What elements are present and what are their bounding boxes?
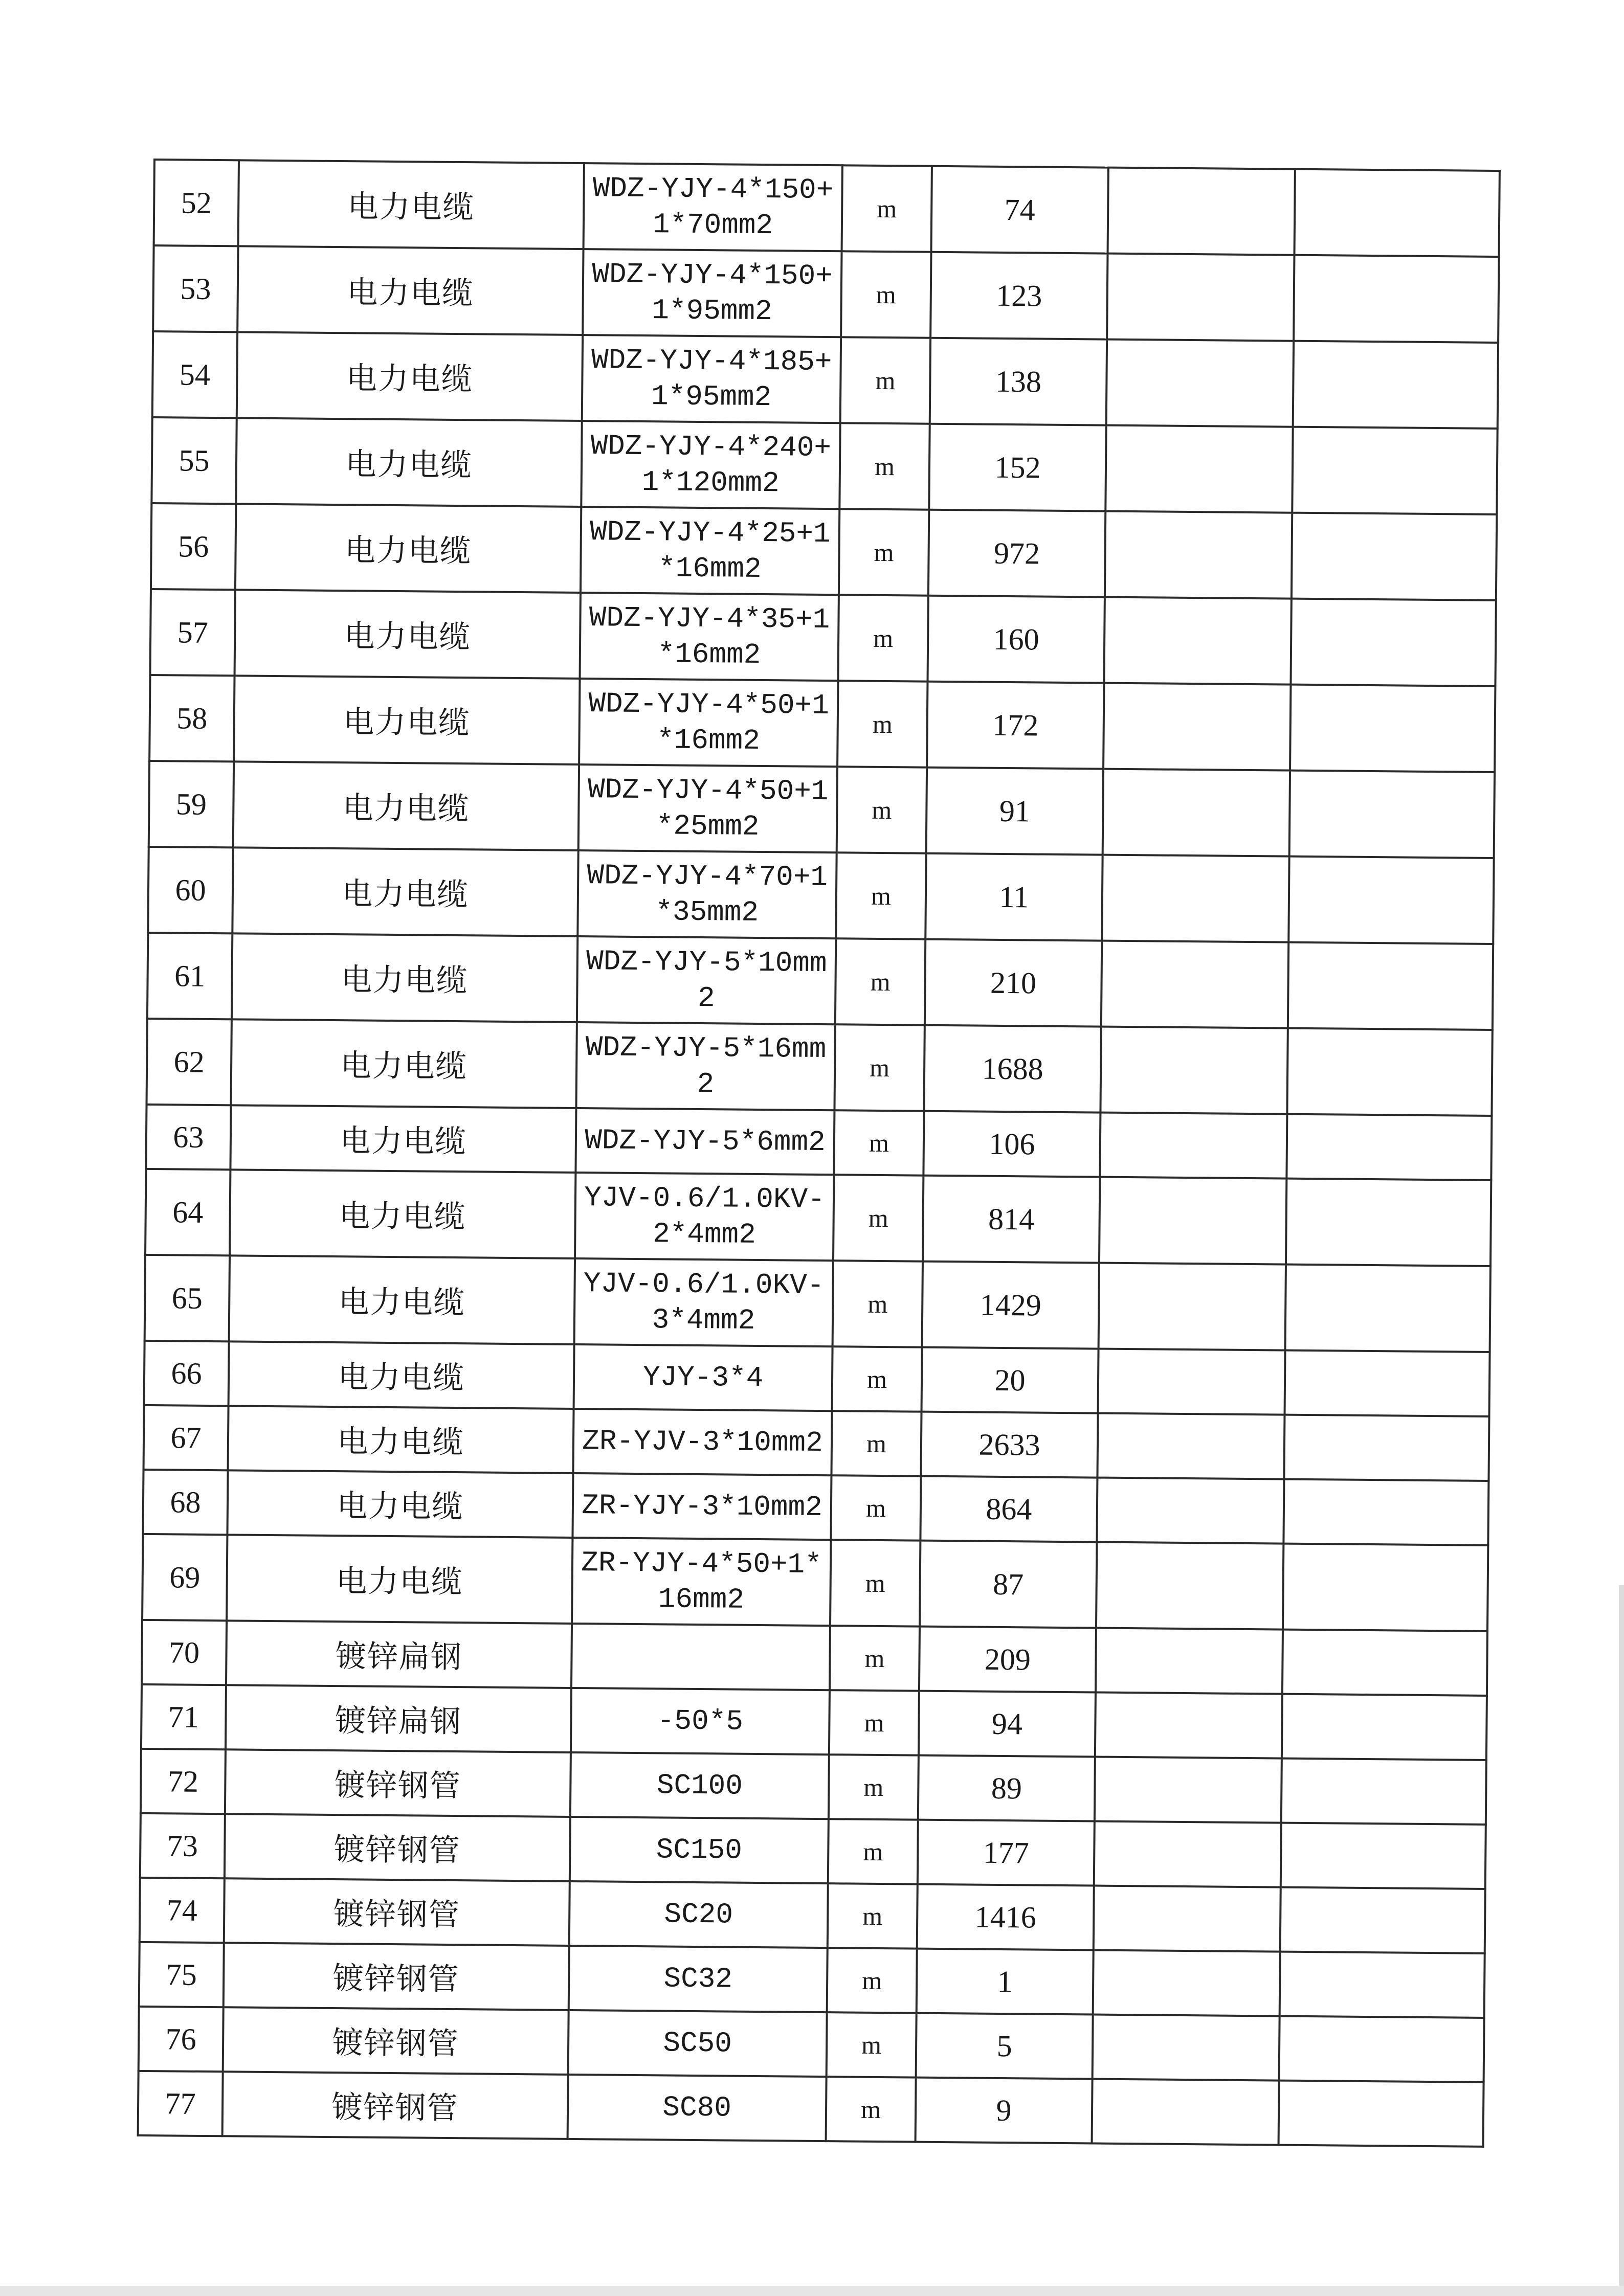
blank-cell-a — [1101, 941, 1288, 1028]
unit-cell: m — [840, 337, 930, 423]
row-number-cell: 58 — [149, 675, 234, 761]
quantity-cell: 11 — [925, 853, 1102, 941]
specification-cell: -50*5 — [571, 1688, 830, 1754]
blank-cell-a — [1095, 1693, 1282, 1759]
table-row — [138, 2071, 1484, 2147]
unit-cell: m — [834, 1110, 924, 1175]
row-number-cell: 54 — [152, 331, 237, 418]
blank-cell-b — [1279, 2016, 1484, 2082]
blank-cell-a — [1099, 1177, 1286, 1265]
blank-cell-a — [1108, 168, 1295, 255]
table-row — [143, 1470, 1488, 1545]
specification-cell: WDZ-YJY-4*35+1 *16mm2 — [580, 593, 839, 681]
row-number-cell: 72 — [141, 1749, 226, 1814]
row-number-cell: 63 — [146, 1105, 231, 1169]
blank-cell-a — [1094, 1821, 1281, 1887]
quantity-cell: 1429 — [922, 1262, 1099, 1349]
unit-cell: m — [830, 1626, 920, 1691]
blank-cell-a — [1096, 1542, 1283, 1630]
unit-cell: m — [826, 2077, 916, 2142]
blank-cell-b — [1284, 1350, 1489, 1416]
blank-cell-b — [1290, 685, 1495, 772]
blank-cell-b — [1288, 942, 1493, 1030]
material-name-cell: 镀锌扁钢 — [226, 1685, 571, 1752]
quantity-cell: 123 — [930, 252, 1107, 340]
row-number-cell: 68 — [143, 1470, 228, 1535]
quantity-cell: 152 — [929, 424, 1106, 511]
blank-cell-b — [1287, 1028, 1492, 1116]
specification-cell: WDZ-YJY-4*185+ 1*95mm2 — [582, 335, 841, 423]
row-number-cell: 55 — [151, 417, 236, 504]
blank-cell-b — [1288, 857, 1494, 944]
material-name-cell: 电力电缆 — [232, 847, 578, 936]
row-number-cell: 64 — [145, 1169, 230, 1255]
blank-cell-b — [1292, 513, 1497, 600]
blank-cell-b — [1286, 1114, 1492, 1180]
quantity-cell: 864 — [920, 1476, 1097, 1542]
unit-cell: m — [835, 938, 925, 1025]
quantity-cell: 89 — [918, 1755, 1095, 1821]
blank-cell-a — [1093, 1950, 1280, 2016]
blank-cell-a — [1099, 1263, 1286, 1350]
blank-cell-a — [1103, 769, 1290, 857]
specification-cell: WDZ-YJY-4*25+1 *16mm2 — [581, 507, 839, 595]
material-name-cell: 镀锌扁钢 — [226, 1620, 572, 1688]
table-row — [153, 245, 1499, 343]
table-row — [150, 589, 1496, 686]
blank-cell-a — [1103, 683, 1291, 771]
blank-cell-a — [1102, 855, 1289, 942]
row-number-cell: 57 — [150, 589, 235, 676]
table-row — [149, 761, 1495, 858]
table-row — [142, 1534, 1488, 1631]
material-name-cell: 镀锌钢管 — [225, 1814, 570, 1881]
unit-cell: m — [832, 1346, 922, 1411]
scan-edge-shadow — [1619, 1585, 1624, 2296]
specification-cell — [571, 1624, 830, 1690]
material-name-cell: 镀锌钢管 — [225, 1749, 571, 1817]
scan-bottom-shadow — [0, 2286, 1624, 2296]
specification-cell: WDZ-YJY-4*70+1 *35mm2 — [577, 850, 836, 938]
material-name-cell: 镀锌钢管 — [223, 2072, 568, 2139]
material-name-cell: 电力电缆 — [227, 1470, 573, 1538]
blank-cell-b — [1289, 771, 1495, 858]
unit-cell: m — [842, 165, 932, 252]
quantity-cell: 814 — [923, 1176, 1100, 1263]
material-name-cell: 电力电缆 — [230, 1169, 575, 1258]
row-number-cell: 70 — [142, 1620, 227, 1685]
blank-cell-b — [1286, 1179, 1491, 1266]
blank-cell-a — [1100, 1113, 1287, 1179]
blank-cell-a — [1092, 2079, 1279, 2145]
quantity-cell: 74 — [931, 166, 1108, 254]
quantity-cell: 1688 — [924, 1025, 1101, 1113]
material-name-cell: 电力电缆 — [231, 1019, 576, 1108]
table-row — [139, 2007, 1484, 2082]
blank-cell-b — [1294, 169, 1499, 257]
blank-cell-b — [1281, 1759, 1486, 1825]
table-row — [145, 1255, 1490, 1352]
quantity-cell: 20 — [922, 1347, 1099, 1413]
materials-table — [137, 159, 1501, 2148]
material-name-cell: 电力电缆 — [234, 676, 580, 764]
specification-cell: SC20 — [569, 1881, 828, 1948]
specification-cell: WDZ-YJY-4*50+1 *25mm2 — [579, 764, 837, 852]
blank-cell-b — [1283, 1544, 1488, 1631]
blank-cell-b — [1285, 1265, 1490, 1352]
specification-cell: WDZ-YJY-4*150+ 1*70mm2 — [584, 163, 842, 251]
row-number-cell: 60 — [148, 847, 233, 933]
blank-cell-b — [1283, 1479, 1488, 1545]
row-number-cell: 56 — [151, 503, 236, 590]
blank-cell-b — [1280, 1887, 1485, 1953]
specification-cell: WDZ-YJY-4*150+ 1*95mm2 — [583, 249, 841, 337]
material-name-cell: 电力电缆 — [229, 1255, 575, 1344]
table-row — [147, 1019, 1493, 1116]
specification-cell: WDZ-YJY-5*6mm2 — [575, 1108, 834, 1175]
specification-cell: ZR-YJV-3*10mm2 — [573, 1409, 832, 1475]
quantity-cell: 210 — [925, 939, 1102, 1027]
specification-cell: ZR-YJY-4*50+1* 16mm2 — [572, 1538, 831, 1626]
blank-cell-a — [1106, 340, 1294, 427]
specification-cell: ZR-YJY-3*10mm2 — [572, 1473, 831, 1540]
material-name-cell: 电力电缆 — [236, 418, 582, 507]
table-row — [148, 847, 1494, 944]
table-row — [152, 331, 1498, 429]
material-name-cell: 电力电缆 — [228, 1406, 574, 1473]
blank-cell-b — [1294, 255, 1499, 343]
quantity-cell: 138 — [930, 338, 1107, 425]
specification-cell: SC150 — [570, 1817, 829, 1883]
unit-cell: m — [827, 1948, 917, 2013]
unit-cell: m — [837, 767, 927, 853]
specification-cell: YJV-0.6/1.0KV- 3*4mm2 — [574, 1258, 833, 1346]
material-name-cell: 电力电缆 — [235, 590, 581, 679]
unit-cell: m — [831, 1475, 921, 1540]
blank-cell-a — [1105, 511, 1292, 599]
row-number-cell: 59 — [149, 761, 234, 847]
row-number-cell: 61 — [147, 933, 232, 1019]
blank-cell-a — [1098, 1349, 1285, 1415]
unit-cell: m — [839, 423, 929, 509]
blank-cell-a — [1095, 1757, 1282, 1823]
specification-cell: WDZ-YJY-4*50+1 *16mm2 — [579, 679, 838, 767]
unit-cell: m — [829, 1690, 919, 1755]
material-name-cell: 电力电缆 — [233, 761, 579, 850]
specification-cell: WDZ-YJY-5*16mm 2 — [576, 1022, 835, 1110]
material-name-cell: 镀锌钢管 — [223, 2007, 569, 2075]
table-row — [149, 675, 1495, 772]
quantity-cell: 972 — [928, 510, 1105, 597]
blank-cell-b — [1279, 2081, 1484, 2147]
table-body — [138, 160, 1500, 2147]
blank-cell-a — [1094, 1886, 1281, 1952]
blank-cell-a — [1093, 2015, 1280, 2081]
specification-cell: SC50 — [568, 2010, 827, 2077]
specification-cell: SC100 — [570, 1752, 829, 1819]
unit-cell: m — [833, 1260, 923, 1347]
unit-cell: m — [830, 1540, 920, 1626]
row-number-cell: 66 — [144, 1341, 229, 1406]
row-number-cell: 65 — [145, 1255, 230, 1341]
unit-cell: m — [833, 1175, 923, 1261]
unit-cell: m — [838, 595, 928, 681]
blank-cell-a — [1096, 1628, 1283, 1694]
blank-cell-b — [1281, 1823, 1486, 1889]
table-row — [146, 1105, 1492, 1180]
row-number-cell: 67 — [144, 1405, 229, 1470]
row-number-cell: 74 — [140, 1878, 225, 1943]
blank-cell-b — [1282, 1694, 1487, 1760]
quantity-cell: 1416 — [917, 1884, 1094, 1950]
quantity-cell: 87 — [920, 1541, 1097, 1628]
table-row — [141, 1749, 1486, 1825]
material-name-cell: 电力电缆 — [229, 1341, 574, 1409]
material-name-cell: 电力电缆 — [232, 933, 577, 1022]
quantity-cell: 160 — [927, 596, 1104, 683]
blank-cell-a — [1105, 425, 1293, 513]
specification-cell: YJY-3*4 — [574, 1344, 833, 1411]
blank-cell-a — [1097, 1478, 1284, 1544]
quantity-cell: 177 — [918, 1820, 1095, 1886]
specification-cell: SC80 — [568, 2075, 827, 2141]
blank-cell-a — [1104, 597, 1291, 685]
quantity-cell: 94 — [919, 1691, 1096, 1757]
table-row — [141, 1684, 1487, 1760]
blank-cell-b — [1282, 1630, 1487, 1696]
table-row — [145, 1169, 1491, 1266]
table-row — [151, 503, 1497, 600]
material-name-cell: 电力电缆 — [227, 1535, 572, 1624]
table-row — [151, 417, 1497, 514]
material-name-cell: 电力电缆 — [230, 1105, 576, 1173]
table-row — [144, 1405, 1489, 1481]
row-number-cell: 75 — [139, 1942, 224, 2007]
specification-cell: YJV-0.6/1.0KV- 2*4mm2 — [575, 1173, 834, 1260]
row-number-cell: 69 — [142, 1534, 227, 1620]
specification-cell: WDZ-YJY-5*10mm 2 — [577, 936, 836, 1024]
quantity-cell: 2633 — [921, 1412, 1098, 1478]
blank-cell-b — [1293, 341, 1498, 429]
quantity-cell: 91 — [926, 768, 1103, 855]
material-name-cell: 电力电缆 — [235, 504, 581, 593]
table-row — [147, 933, 1493, 1030]
table-row — [154, 160, 1500, 257]
quantity-cell: 209 — [919, 1627, 1096, 1693]
table-row — [142, 1620, 1487, 1696]
blank-cell-b — [1291, 599, 1496, 686]
table-row — [139, 1942, 1485, 2018]
unit-cell: m — [827, 2012, 917, 2077]
row-number-cell: 76 — [139, 2007, 224, 2072]
material-name-cell: 镀锌钢管 — [224, 1878, 570, 1946]
table-row — [140, 1813, 1486, 1889]
quantity-cell: 172 — [927, 682, 1104, 769]
blank-cell-b — [1284, 1415, 1489, 1481]
blank-cell-a — [1100, 1027, 1287, 1114]
unit-cell: m — [828, 1819, 918, 1884]
specification-cell: WDZ-YJY-4*240+ 1*120mm2 — [581, 421, 840, 509]
unit-cell: m — [837, 681, 927, 767]
blank-cell-b — [1292, 427, 1497, 514]
material-name-cell: 电力电缆 — [237, 246, 583, 335]
unit-cell: m — [841, 251, 931, 337]
row-number-cell: 62 — [147, 1019, 232, 1105]
unit-cell: m — [831, 1411, 921, 1476]
blank-cell-a — [1097, 1413, 1284, 1479]
unit-cell: m — [828, 1883, 918, 1948]
table-row — [140, 1878, 1485, 1953]
materials-table-wrapper — [137, 159, 1499, 2148]
blank-cell-a — [1107, 254, 1294, 341]
unit-cell: m — [829, 1754, 919, 1819]
quantity-cell: 1 — [917, 1949, 1094, 2015]
material-name-cell: 电力电缆 — [238, 160, 584, 249]
material-name-cell: 电力电缆 — [237, 332, 583, 421]
quantity-cell: 106 — [923, 1111, 1100, 1177]
unit-cell: m — [836, 852, 926, 939]
unit-cell: m — [839, 509, 929, 595]
unit-cell: m — [834, 1024, 924, 1111]
quantity-cell: 9 — [916, 2078, 1093, 2144]
material-name-cell: 镀锌钢管 — [224, 1943, 569, 2010]
specification-cell: SC32 — [569, 1946, 828, 2012]
blank-cell-b — [1280, 1952, 1485, 2018]
table-row — [144, 1341, 1490, 1416]
row-number-cell: 73 — [140, 1813, 225, 1878]
row-number-cell: 77 — [138, 2071, 223, 2136]
row-number-cell: 53 — [153, 245, 238, 332]
row-number-cell: 71 — [141, 1684, 226, 1749]
quantity-cell: 5 — [916, 2013, 1093, 2079]
row-number-cell: 52 — [154, 160, 239, 246]
